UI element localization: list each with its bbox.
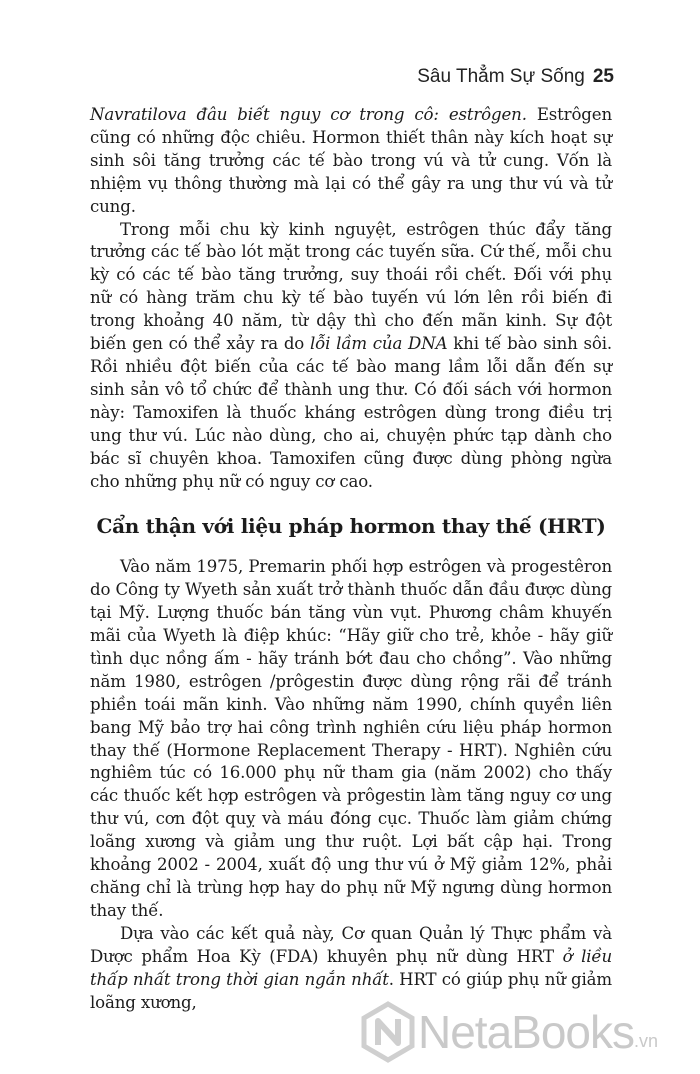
paragraph (90, 556, 612, 923)
paragraphs-bottom (90, 556, 612, 1014)
paragraph-text: . HRT có giúp phụ nữ giảm loãng xương, (90, 969, 612, 1012)
paragraph (90, 104, 612, 219)
watermark (360, 990, 700, 1074)
paragraph (90, 219, 612, 494)
watermark-suffix: .vn (634, 1031, 659, 1051)
paragraph-text: Trong mỗi chu kỳ kinh nguyệt, estrôgen thúc đẩy tăng trưởng các tế bào lót mặt trong các tuyến sữa. Cứ thế, mỗi chu kỳ có các tế bào tăng trưởng, suy thoái rồi chết. Đối với phụ nữ có hàng trăm chu kỳ tế bào tuyến vú lớn lên rồi biến đi trong khoảng 40 năm, từ dậy thì cho đến mãn kinh. Sự đột biến gen có thể xảy ra do (90, 219, 612, 354)
paragraphs-top (90, 104, 612, 493)
paragraph-text: Dựa vào các kết quả này, Cơ quan Quản lý Thực phẩm và Dược phẩm Hoa Kỳ (FDA) khuyên phụ nữ dùng HRT (90, 923, 612, 966)
page-body (90, 104, 612, 1014)
page-number: 25 (592, 66, 614, 87)
watermark-brand: NetaBooks (418, 1006, 635, 1058)
paragraph-text: Estrôgen cũng có những độc chiêu. Hormon thiết thân này kích hoạt sự sinh sôi tăng trưởng các tế bào trong vú và tử cung. Vốn là nhiệm vụ thông thường mà lại có thể gây ra ung thư vú và tử cung. (90, 105, 612, 216)
italic-text: Navratilova đâu biết nguy cơ trong cô: estrôgen. (90, 105, 527, 124)
running-header (417, 66, 614, 88)
paragraph-text: khi tế bào sinh sôi. Rồi nhiều đột biến của các tế bào mang lầm lỗi dẫn đến sự sinh sản vô tổ chức để thành ung thư. Có đối sách với hormon này: Tamoxifen là thuốc kháng estrôgen dùng trong điều trị ung thư vú. Lúc nào dùng, cho ai, chuyện phức tạp dành cho bác sĩ chuyên khoa. Tamoxifen cũng được dùng phòng ngừa cho những phụ nữ có nguy cơ cao. (90, 334, 613, 491)
italic-text: lỗi lầm của DNA (310, 334, 448, 354)
section-heading: Cẩn thận với liệu pháp hormon thay thế (HRT) (96, 514, 606, 539)
paragraph-text: Vào năm 1975, Premarin phối hợp estrôgen và progestêron do Công ty Wyeth sản xuất trở thành thuốc dẫn đầu được dùng tại Mỹ. Lượng thuốc bán tăng vùn vụt. Phương châm khuyến mãi của Wyeth là điệp khúc: “Hãy giữ cho trẻ, khỏe - hãy giữ tình dục nồng ấm - hãy tránh bớt đau cho chồng”. Vào những năm 1980, estrôgen /prôgestin được dùng rộng rãi để tránh phiền toái mãn kinh. Vào những năm 1990, chính quyền liên bang Mỹ bảo trợ hai công trình nghiên cứu liệu pháp hormon thay thế (Hormone Replacement Therapy - HRT). Nghiên cứu nghiêm túc có 16.000 phụ nữ tham gia (năm 2002) cho thấy các thuốc kết hợp estrôgen và prôgestin làm tăng nguy cơ ung thư vú, cơn đột quỵ và máu đóng cục. Thuốc làm giảm chứng loãng xương và giảm ung thư ruột. Lợi bất cập hại. Trong khoảng 2002 - 2004, xuất độ ung thư vú ở Mỹ giảm 12%, phải chăng chỉ là trùng hợp hay do phụ nữ Mỹ ngưng dùng hormon thay thế. (90, 557, 612, 920)
netabooks-logo-icon (360, 1001, 416, 1063)
running-title: Sâu Thẳm Sự Sống (417, 66, 585, 87)
italic-text: ở liều thấp nhất trong thời gian ngắn nhất (90, 946, 612, 989)
